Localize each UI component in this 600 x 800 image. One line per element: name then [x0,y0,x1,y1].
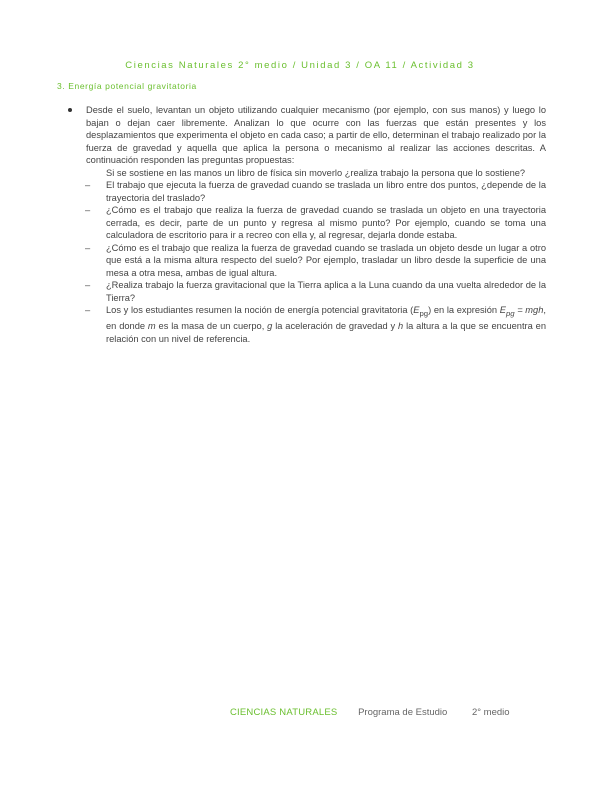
question-item [68,242,546,280]
summary-item [68,304,546,345]
section-heading: 3. Energía potencial gravitatoria [57,81,197,91]
question-item [68,179,546,204]
question-item: Si se sostiene en las manos un libro de física sin moverlo ¿realiza trabajo la persona que lo sostiene? [106,167,526,178]
question-item [68,204,546,242]
question-text: ¿Cómo es el trabajo que realiza la fuerza de gravedad cuando se traslada un objeto desde un lugar a otro que está a la misma altura respecto del suelo? Por ejemplo, trasladar un libro desde la superficie de una mesa a otra mesa, ambas de igual altura. [106,242,546,278]
question-text: ¿Realiza trabajo la fuerza gravitacional que la Tierra aplica a la Luna cuando da una vuelta alrededor de la Tierra? [106,280,546,303]
dash-icon: – [85,242,91,253]
bullet-item [68,104,546,167]
dash-icon: – [85,280,91,290]
footer-program: Programa de Estudio [358,707,448,718]
page-header-title: Ciencias Naturales 2° medio / Unidad 3 / OA 11 / Actividad 3 [125,60,475,71]
page-footer [230,707,510,718]
dash-icon: – [85,180,91,190]
activity-content [68,104,546,345]
question-text: ¿Cómo es el trabajo que realiza la fuerza de gravedad cuando se traslada un objeto en una trayectoria cerrada, es decir, parte de un punto y regresa al mismo punto? Por ejemplo, cuando se toma una calculadora de escritorio para ir a recreo con ella y, al regresar, dejarla donde estaba. [106,205,546,240]
energy-formula: $E_{pg}$ = mgh [499,305,544,318]
bullet-icon [68,108,72,112]
footer-brand: CIENCIAS NATURALES [230,707,338,718]
dash-icon: – [85,205,91,215]
summary-text: Los y los estudiantes resumen la noción de energía potencial gravitatoria $(E_{pg})$ en la expresión $E_{pg}$ = mgh, en donde m es la masa de un cuerpo, g la aceleración de gravedad y h la altura a la que se encuentra en relación con un nivel de referencia. [106,305,547,344]
footer-level: 2° medio [471,707,510,718]
question-text: El trabajo que ejecuta la fuerza de gravedad cuando se traslada un libro entre dos puntos, ¿depende de la trayectoria del traslado? [106,180,546,203]
intro-paragraph: Desde el suelo, levantan un objeto utilizando cualquier mecanismo (por ejemplo, con sus manos) y luego lo bajan o dejan caer libremente. Analizan lo que ocurre con las fuerzas que están presentes y los desplazamientos que experimenta el objeto en cada caso; a partir de ello, determinan el trabajo realizado por la fuerza de gravedad y aquella que aplica la persona o mecanismo al realizar las acciones descritas. A continuación responden las preguntas propuestas: [86,105,546,165]
dash-icon: – [85,305,91,315]
question-item [68,279,546,304]
